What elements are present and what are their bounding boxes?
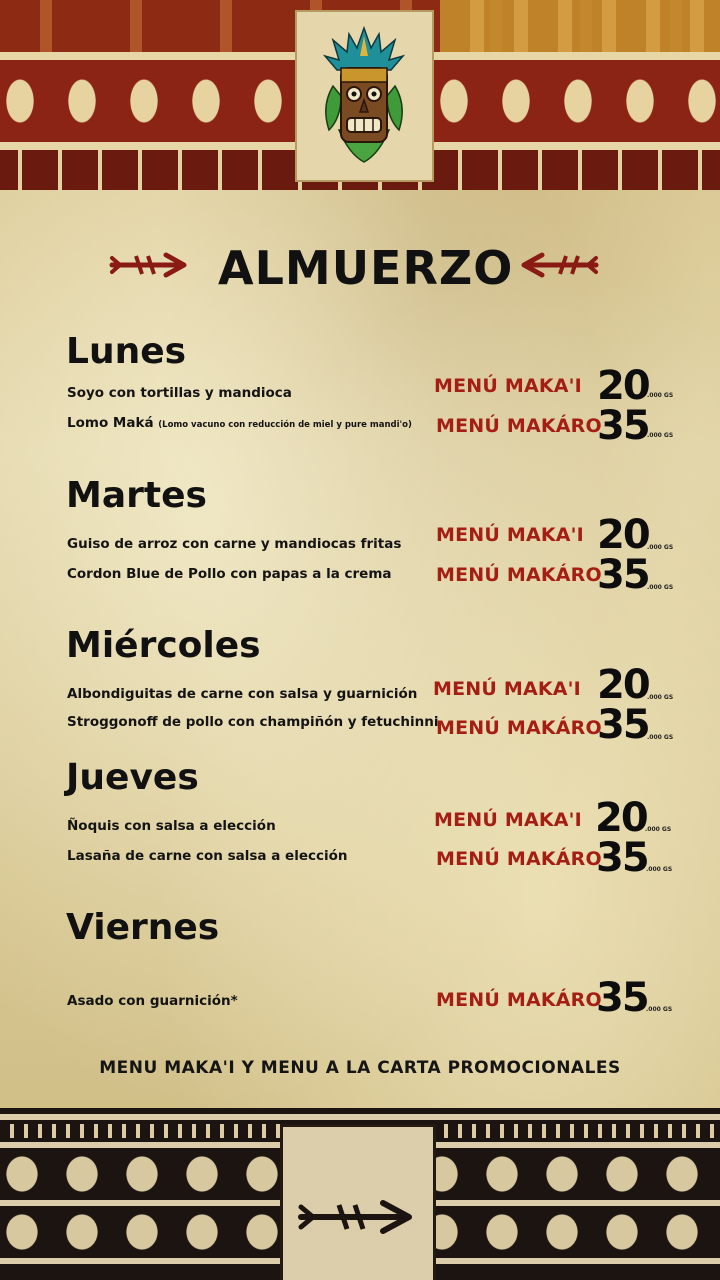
price: 35: [596, 975, 648, 1021]
price-suffix: .000 GS: [647, 694, 674, 701]
tiki-mask-icon: [319, 26, 409, 166]
arrow-right-icon: [108, 250, 188, 280]
price-suffix: .000 GS: [647, 392, 674, 399]
price: 35: [597, 702, 649, 748]
price: 20: [597, 512, 649, 558]
dish-item: [67, 535, 401, 553]
menu-label: MENÚ MAKÁRO: [436, 564, 602, 586]
day-heading-miercoles: Miércoles: [66, 625, 261, 666]
price: 35: [596, 835, 648, 881]
menu-label: MENÚ MAKÁRO: [436, 989, 602, 1011]
day-heading-martes: Martes: [66, 475, 207, 516]
price: 35: [597, 552, 649, 598]
price: 35: [597, 403, 649, 449]
day-heading-viernes: Viernes: [66, 907, 220, 948]
dish-name: Stroggonoff de pollo con champiñón y fetuchinni: [67, 714, 439, 730]
dish-item: [67, 565, 392, 583]
bottom-arrow-panel: [280, 1124, 436, 1280]
price: 20: [597, 662, 649, 708]
banner-divider: [0, 1114, 720, 1120]
menu-label: MENÚ MAKÁRO: [436, 848, 602, 870]
top-tribal-banner: [0, 0, 720, 190]
price-suffix: .000 GS: [645, 826, 672, 833]
menu-label: MENÚ MAKÁRO: [436, 717, 602, 739]
dish-item: [67, 847, 348, 865]
dish-item: [67, 685, 417, 703]
price-suffix: .000 GS: [646, 1006, 673, 1013]
price-suffix: .000 GS: [647, 544, 674, 551]
page-title: ALMUERZO: [218, 241, 514, 295]
title-row: [0, 236, 720, 300]
day-heading-lunes: Lunes: [66, 331, 187, 372]
dish-item: [67, 414, 412, 434]
dish-name: Lomo Maká: [67, 415, 154, 431]
banner-band-yellow: [440, 0, 720, 52]
price-suffix: .000 GS: [647, 584, 674, 591]
dish-name: Guiso de arroz con carne y mandiocas fritas: [67, 536, 402, 552]
dish-item: [67, 384, 292, 402]
price-suffix: .000 GS: [647, 432, 674, 439]
promo-footer-note: MENU MAKA'I Y MENU A LA CARTA PROMOCIONALES: [99, 1058, 621, 1078]
menu-label: MENÚ MAKA'I: [436, 524, 584, 546]
dish-item: [67, 817, 276, 835]
dish-name: Cordon Blue de Pollo con papas a la crema: [67, 566, 392, 582]
price: 20: [595, 795, 647, 841]
price-suffix: .000 GS: [646, 866, 673, 873]
logo-panel: [295, 10, 434, 182]
arrow-left-icon: [520, 250, 600, 280]
day-heading-jueves: Jueves: [66, 757, 199, 798]
dish-name: Asado con guarnición*: [67, 993, 238, 1009]
dish-note: (Lomo vacuno con reducción de miel y pure mandi'o): [158, 420, 412, 430]
dish-item: [67, 992, 238, 1010]
dish-item: [67, 713, 438, 731]
dish-name: Ñoquis con salsa a elección: [67, 818, 276, 834]
menu-label: MENÚ MAKÁRO: [436, 415, 602, 437]
menu-label: MENÚ MAKA'I: [434, 375, 582, 397]
price-suffix: .000 GS: [647, 734, 674, 741]
price: 20: [597, 363, 649, 409]
arrow-right-icon: [295, 1197, 415, 1237]
dish-name: Soyo con tortillas y mandioca: [67, 385, 292, 401]
dish-name: Albondiguitas de carne con salsa y guarnición: [67, 686, 418, 702]
menu-label: MENÚ MAKA'I: [433, 678, 581, 700]
menu-label: MENÚ MAKA'I: [434, 809, 582, 831]
dish-name: Lasaña de carne con salsa a elección: [67, 848, 348, 864]
